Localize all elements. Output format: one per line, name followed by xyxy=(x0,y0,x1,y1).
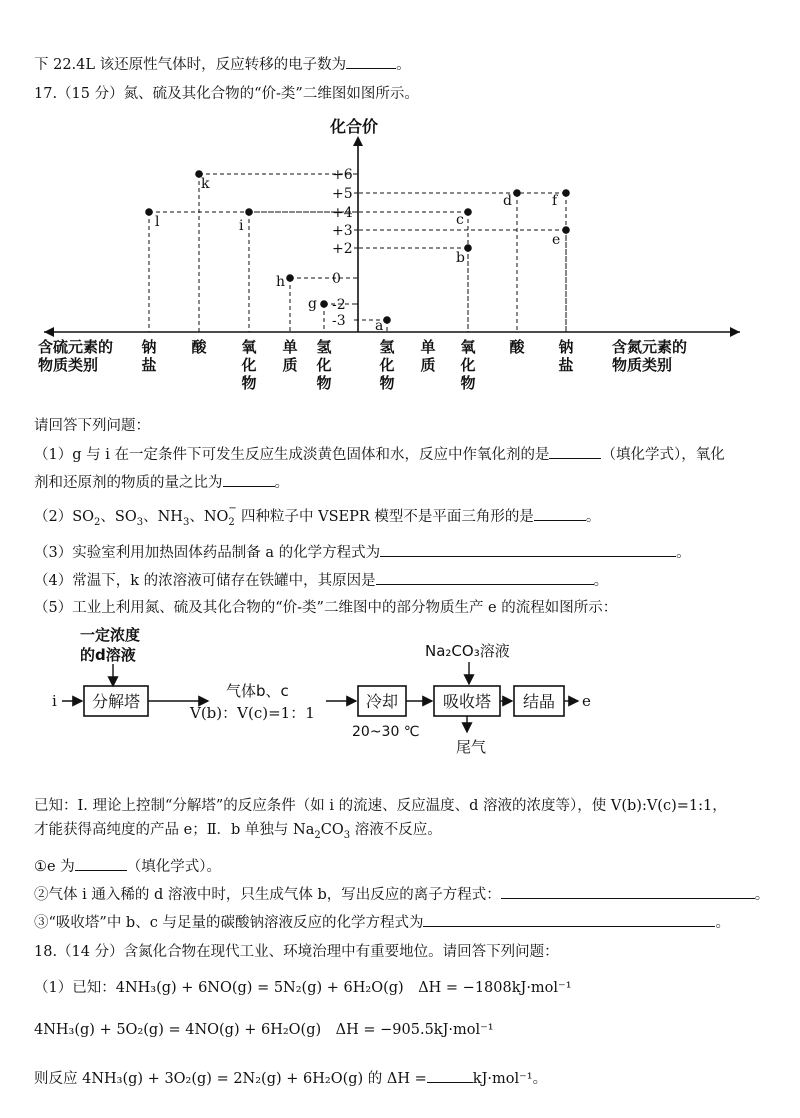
point-label-h: h xyxy=(276,274,286,290)
sub1-text: ①e 为 xyxy=(34,859,75,875)
point-l xyxy=(145,208,153,216)
eq3-unit: kJ·mol⁻¹。 xyxy=(472,1071,548,1087)
sub3-line xyxy=(34,912,730,933)
sub1-line xyxy=(34,856,221,877)
answer-blank[interactable] xyxy=(223,472,275,487)
reagent-label: Na₂CO₃溶液 xyxy=(425,642,510,660)
temperature: 20~30 ℃ xyxy=(352,724,420,740)
sub2-text: ②气体 i 通入稀的 d 溶液中时，只生成气体 b，写出反应的离子方程式： xyxy=(34,887,501,903)
q4-text: （4）常温下，k 的浓溶液可储存在铁罐中，其原因是 xyxy=(34,573,376,589)
q1-text-a: （1）g 与 i 在一定条件下可发生反应生成淡黄色固体和水，反应中作氧化剂的是 xyxy=(34,447,550,463)
known2-text: 才能获得高纯度的产品 e；Ⅱ．b 单独与 Na xyxy=(34,822,315,838)
q2-sub: 3 xyxy=(136,516,144,528)
category-label-nitrogen: 氧 xyxy=(460,338,476,356)
intro-line xyxy=(34,54,411,75)
crystallization-label: 结晶 xyxy=(523,692,556,711)
point-g xyxy=(320,300,328,308)
left-axis-label: 物质类别 xyxy=(38,356,99,374)
category-label-nitrogen: 钠 xyxy=(558,338,574,356)
y-tick-label: -2 xyxy=(332,297,346,313)
category-label-sulfur: 氢 xyxy=(316,338,332,356)
q1-text-c: 剂和还原剂的物质的量之比为 xyxy=(34,475,223,491)
point-label-b: b xyxy=(456,250,465,266)
decomposition-tower-label: 分解塔 xyxy=(92,692,141,711)
answer-blank[interactable] xyxy=(380,542,676,557)
q1-line2 xyxy=(34,472,289,493)
q4-line xyxy=(34,570,608,591)
absorption-tower-label: 吸收塔 xyxy=(443,692,492,711)
y-tick-label: +3 xyxy=(332,223,353,239)
y-tick-label: +2 xyxy=(332,241,353,257)
sub2-end: 。 xyxy=(754,887,770,903)
category-label-nitrogen: 化 xyxy=(460,356,476,374)
category-label-sulfur: 物 xyxy=(241,374,257,392)
known2-sub: 2 xyxy=(314,829,321,841)
q17-title: 17.（15 分）氮、硫及其化合物的“价-类”二维图如图所示。 xyxy=(34,86,419,102)
point-label-f: f xyxy=(552,193,558,209)
eq3-text: 则反应 4NH₃(g) + 3O₂(g) = 2N₂(g) + 6H₂O(g) 的 ΔH = xyxy=(34,1071,427,1087)
category-label-sulfur: 盐 xyxy=(141,356,157,374)
q2-sup: − xyxy=(228,503,237,514)
intro-end: 。 xyxy=(396,57,411,73)
category-label-nitrogen: 物 xyxy=(379,374,395,392)
gas-label: 气体b、c xyxy=(226,682,289,700)
eq2-line: 4NH₃(g) + 5O₂(g) = 4NO(g) + 6H₂O(g) ΔH = −905.5kJ·mol⁻¹ xyxy=(34,1022,494,1038)
q3-text: （3）实验室利用加热固体药品制备 a 的化学方程式为 xyxy=(34,545,381,561)
point-e xyxy=(562,226,570,234)
sub2-line xyxy=(34,884,769,905)
point-label-e: e xyxy=(552,232,561,248)
right-axis-label: 物质类别 xyxy=(612,356,673,374)
y-tick-label: -3 xyxy=(332,313,346,329)
y-tick-label: +5 xyxy=(332,186,353,202)
answer-blank[interactable] xyxy=(427,1068,473,1083)
point-label-a: a xyxy=(375,318,384,334)
answer-blank[interactable] xyxy=(534,506,586,521)
cooling-label: 冷却 xyxy=(366,692,399,711)
sub3-end: 。 xyxy=(715,915,730,931)
known-line2 xyxy=(34,820,442,846)
category-label-nitrogen: 物 xyxy=(460,374,476,392)
point-f xyxy=(562,189,570,197)
intro-text: 下 22.4L 该还原性气体时，反应转移的电子数为 xyxy=(34,57,347,73)
eq1-prefix: （1）已知： xyxy=(34,980,116,996)
eq1-line xyxy=(34,978,572,998)
q1-line1 xyxy=(34,444,725,465)
q2-text: 、NO xyxy=(189,509,229,525)
category-label-nitrogen: 酸 xyxy=(509,338,525,356)
left-axis-label: 含硫元素的 xyxy=(38,338,114,356)
point-a xyxy=(383,316,391,324)
q2-sub: 3 xyxy=(182,516,190,528)
category-label-sulfur: 钠 xyxy=(141,338,157,356)
chart-title: 化合价 xyxy=(330,117,379,136)
point-c xyxy=(464,208,472,216)
point-label-i: i xyxy=(239,218,244,234)
answer-blank[interactable] xyxy=(501,884,755,899)
point-label-c: c xyxy=(456,212,464,228)
answer-blank[interactable] xyxy=(75,856,127,871)
sub3-text: ③“吸收塔”中 b、c 与足量的碳酸钠溶液反应的化学方程式为 xyxy=(34,915,424,931)
axis-arrow-left xyxy=(44,327,54,337)
point-label-l: l xyxy=(155,214,160,230)
point-label-g: g xyxy=(308,296,317,312)
category-label-sulfur: 氧 xyxy=(241,338,257,356)
category-label-sulfur: 化 xyxy=(316,356,332,374)
q2-line xyxy=(34,503,601,533)
q3-end: 。 xyxy=(676,545,691,561)
q3-line xyxy=(34,542,691,563)
point-i xyxy=(245,208,253,216)
category-label-sulfur: 化 xyxy=(241,356,257,374)
q5-line: （5）工业上利用氮、硫及其化合物的“价-类”二维图中的部分物质生产 e 的流程如图所示： xyxy=(34,600,618,616)
q2-sub: 2 xyxy=(228,517,235,528)
known2-text: CO xyxy=(320,822,344,838)
known1-eq: (b):V(c)=1:1， xyxy=(621,798,727,814)
axis-arrow-right xyxy=(730,327,740,337)
q2-text: 、SO xyxy=(100,509,137,525)
q1-text-b: （填化学式），氧化 xyxy=(601,447,725,463)
valence-category-chart xyxy=(0,112,800,402)
equation-1: 4NH₃(g) + 6NO(g) = 5N₂(g) + 6H₂O(g) ΔH = −1808kJ·mol⁻¹ xyxy=(115,980,572,996)
q2-sub: 2 xyxy=(94,516,101,528)
input-i: i xyxy=(52,692,57,710)
right-axis-label: 含氮元素的 xyxy=(612,338,688,356)
answer-blank[interactable] xyxy=(346,54,396,69)
known2-text: 溶液不反应。 xyxy=(350,822,442,838)
answer-blank[interactable] xyxy=(376,570,594,585)
category-label-sulfur: 单 xyxy=(282,338,298,356)
q2-end: 。 xyxy=(585,509,601,525)
known1-text: 已知：Ⅰ. 理论上控制“分解塔”的反应条件（如 i 的流速、反应温度、d 溶液的浓度等），使 V xyxy=(34,798,622,814)
answer-blank[interactable] xyxy=(549,444,601,459)
point-label-k: k xyxy=(201,176,210,192)
known-line1 xyxy=(34,796,727,816)
point-label-d: d xyxy=(503,193,512,209)
input-top-line2: 的d溶液 xyxy=(80,646,136,664)
answer-blank[interactable] xyxy=(423,912,715,927)
category-label-sulfur: 酸 xyxy=(191,338,207,356)
category-label-nitrogen: 氢 xyxy=(379,338,395,356)
axis-arrow-up xyxy=(353,136,363,146)
q18-title: 18.（14 分）含氮化合物在现代工业、环境治理中有重要地位。请回答下列问题： xyxy=(34,944,559,960)
category-label-nitrogen: 盐 xyxy=(558,356,574,374)
y-tick-label: +4 xyxy=(332,205,353,221)
q4-end: 。 xyxy=(593,573,609,589)
output-e: e xyxy=(582,692,591,710)
category-label-nitrogen: 质 xyxy=(420,356,436,374)
q2-text: 四种粒子中 VSEPR 模型不是平面三角形的是 xyxy=(236,509,534,525)
point-h xyxy=(286,274,294,282)
q2-text: （2）SO xyxy=(34,509,95,525)
sub1-text: （填化学式）。 xyxy=(126,859,221,875)
y-tick-label: 0 xyxy=(332,271,341,287)
input-top-line1: 一定浓度 xyxy=(80,626,141,644)
volume-ratio: V(b)：V(c)=1：1 xyxy=(190,704,315,722)
prompt: 请回答下列问题： xyxy=(34,418,150,434)
known2-sub: 3 xyxy=(343,829,351,841)
category-label-nitrogen: 单 xyxy=(420,338,436,356)
category-label-nitrogen: 化 xyxy=(379,356,395,374)
tail-gas-label: 尾气 xyxy=(456,738,487,756)
process-flow-diagram xyxy=(0,620,800,760)
y-tick-label: +6 xyxy=(332,167,353,183)
eq3-line xyxy=(34,1068,547,1089)
q2-text: 、NH xyxy=(143,509,183,525)
category-label-sulfur: 质 xyxy=(282,356,298,374)
category-label-sulfur: 物 xyxy=(316,374,332,392)
q1-text-d: 。 xyxy=(274,475,289,491)
